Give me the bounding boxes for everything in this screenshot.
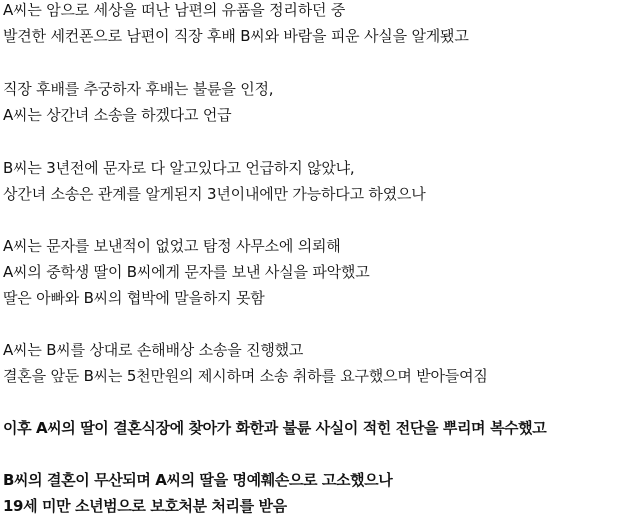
text-line: 발견한 세컨폰으로 남편이 직장 후배 B씨와 바람을 피운 사실을 알게됐고: [3, 27, 469, 45]
text-line: 상간녀 소송은 관계를 알게된지 3년이내에만 가능하다고 하였으나: [3, 185, 426, 203]
text-line: 딸은 아빠와 B씨의 협박에 말을하지 못함: [3, 289, 265, 307]
text-line: 결혼을 앞둔 B씨는 5천만원의 제시하며 소송 취하를 요구했으며 받아들여짐: [3, 367, 488, 385]
text-line-bold: B씨의 결혼이 무산되며 A씨의 딸을 명예훼손으로 고소했으나: [3, 471, 393, 489]
text-line: A씨의 중학생 딸이 B씨에게 문자를 보낸 사실을 파악했고: [3, 263, 370, 281]
text-line-bold: 19세 미만 소년범으로 보호처분 처리를 받음: [3, 497, 287, 515]
text-line: 직장 후배를 추궁하자 후배는 불륜을 인정,: [3, 80, 274, 98]
text-line: A씨는 상간녀 소송을 하겠다고 언급: [3, 106, 232, 124]
text-line: A씨는 문자를 보낸적이 없었고 탐정 사무소에 의뢰해: [3, 237, 341, 255]
text-line: A씨는 B씨를 상대로 손해배상 소송을 진행했고: [3, 341, 304, 359]
text-line: B씨는 3년전에 문자로 다 알고있다고 언급하지 않았냐,: [3, 159, 355, 177]
text-line: A씨는 암으로 세상을 떠난 남편의 유품을 정리하던 중: [3, 1, 346, 19]
text-line-bold: 이후 A씨의 딸이 결혼식장에 찾아가 화한과 불륜 사실이 적힌 전단을 뿌리며 복수했고: [3, 419, 547, 437]
